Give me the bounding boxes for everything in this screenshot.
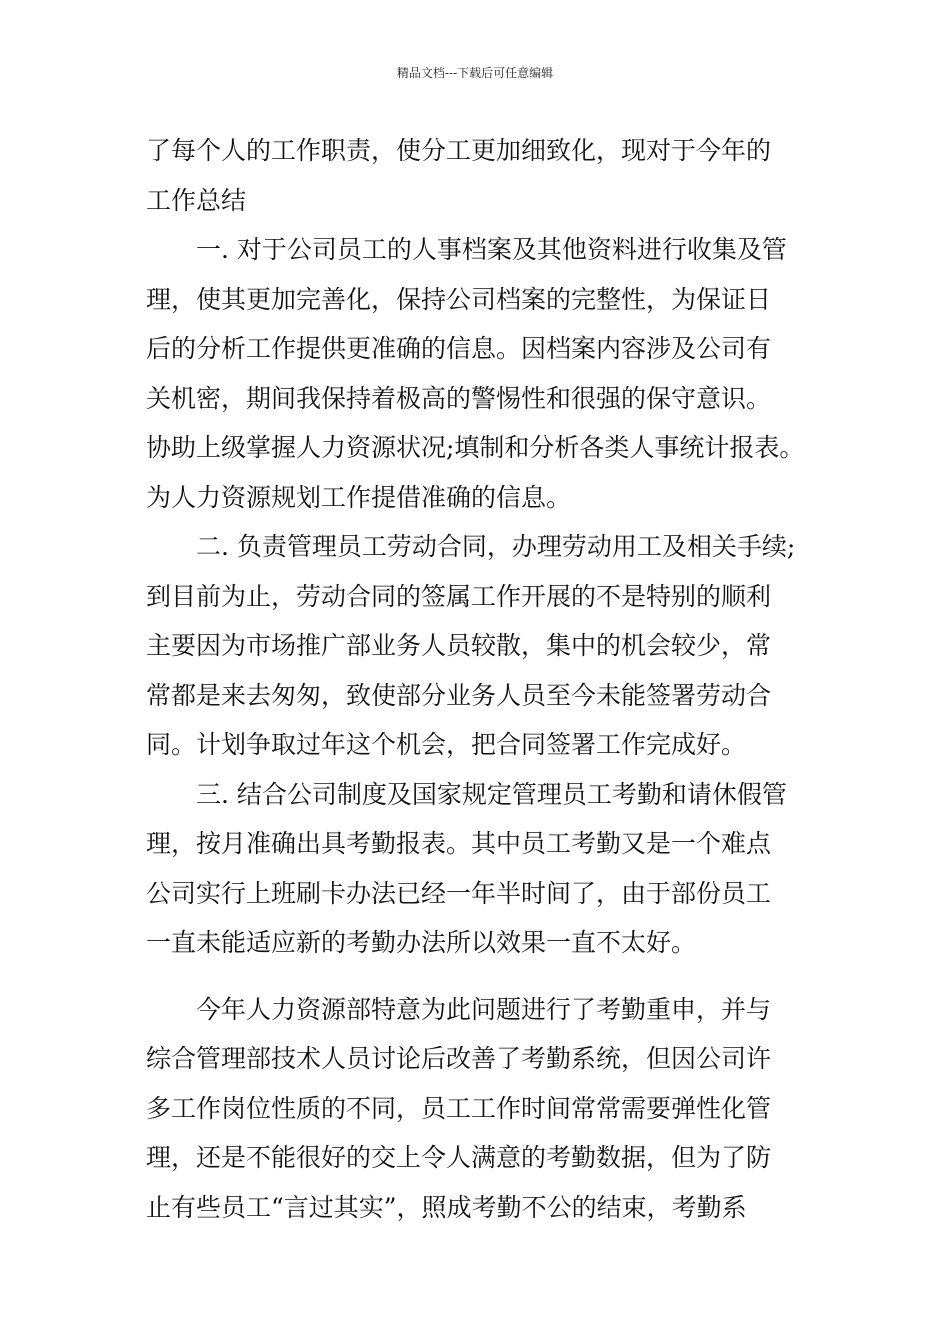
text-line: 理，使其更加完善化，保持公司档案的完整性，为保证日 bbox=[146, 284, 772, 314]
text-line: 理，还是不能很好的交上令人满意的考勤数据，但为了防 bbox=[146, 1143, 772, 1172]
text-line: 为人力资源规划工作提借准确的信息。 bbox=[146, 482, 572, 512]
text-line: 理，按月准确出具考勤报表。其中员工考勤又是一个难点 bbox=[146, 829, 772, 858]
paragraph-first-line: 三. 结合公司制度及国家规定管理员工考勤和请休假管 bbox=[196, 779, 787, 809]
document-body bbox=[146, 126, 826, 1232]
text-line: 止有些员工“言过其实”，照成考勤不公的结束，考勤系 bbox=[146, 1192, 747, 1222]
text-line: 到目前为止，劳动合同的签属工作开展的不是特别的顺利 bbox=[146, 581, 772, 611]
text-line: 综合管理部技术人员讨论后改善了考勤系统，但因公司许 bbox=[146, 1044, 772, 1073]
text-line: 工作总结 bbox=[146, 185, 247, 215]
text-line: 多工作岗位性质的不同，员工工作时间常常需要弹性化管 bbox=[146, 1093, 772, 1123]
text-line: 协助上级掌握人力资源状况;填制和分析各类人事统计报表。 bbox=[146, 433, 805, 462]
text-line: 主要因为市场推广部业务人员较散，集中的机会较少，常 bbox=[146, 631, 772, 660]
text-line: 常都是来去匆匆，致使部分业务人员至今未能签署劳动合 bbox=[146, 680, 772, 710]
paragraph-spacer bbox=[146, 968, 826, 985]
paragraph-first-line: 今年人力资源部特意为此问题进行了考勤重申，并与 bbox=[196, 994, 772, 1024]
text-line: 一直未能适应新的考勤办法所以效果一直不太好。 bbox=[146, 928, 697, 957]
paragraph-first-line: 二. 负责管理员工劳动合同，办理劳动用工及相关手续; bbox=[196, 532, 796, 561]
text-line: 公司实行上班刷卡办法已经一年半时间了，由于部份员工 bbox=[146, 878, 772, 908]
paragraph-first-line: 一. 对于公司员工的人事档案及其他资料进行收集及管 bbox=[196, 235, 787, 264]
text-line: 关机密，期间我保持着极高的警惕性和很强的保守意识。 bbox=[146, 383, 772, 413]
text-line: 后的分析工作提供更准确的信息。因档案内容涉及公司有 bbox=[146, 334, 772, 363]
page-header: 精品文档---下载后可任意编辑 bbox=[396, 66, 554, 80]
text-line: 同。计划争取过年这个机会，把合同签署工作完成好。 bbox=[146, 730, 747, 759]
text-line: 了每个人的工作职责，使分工更加细致化，现对于今年的 bbox=[146, 136, 772, 165]
